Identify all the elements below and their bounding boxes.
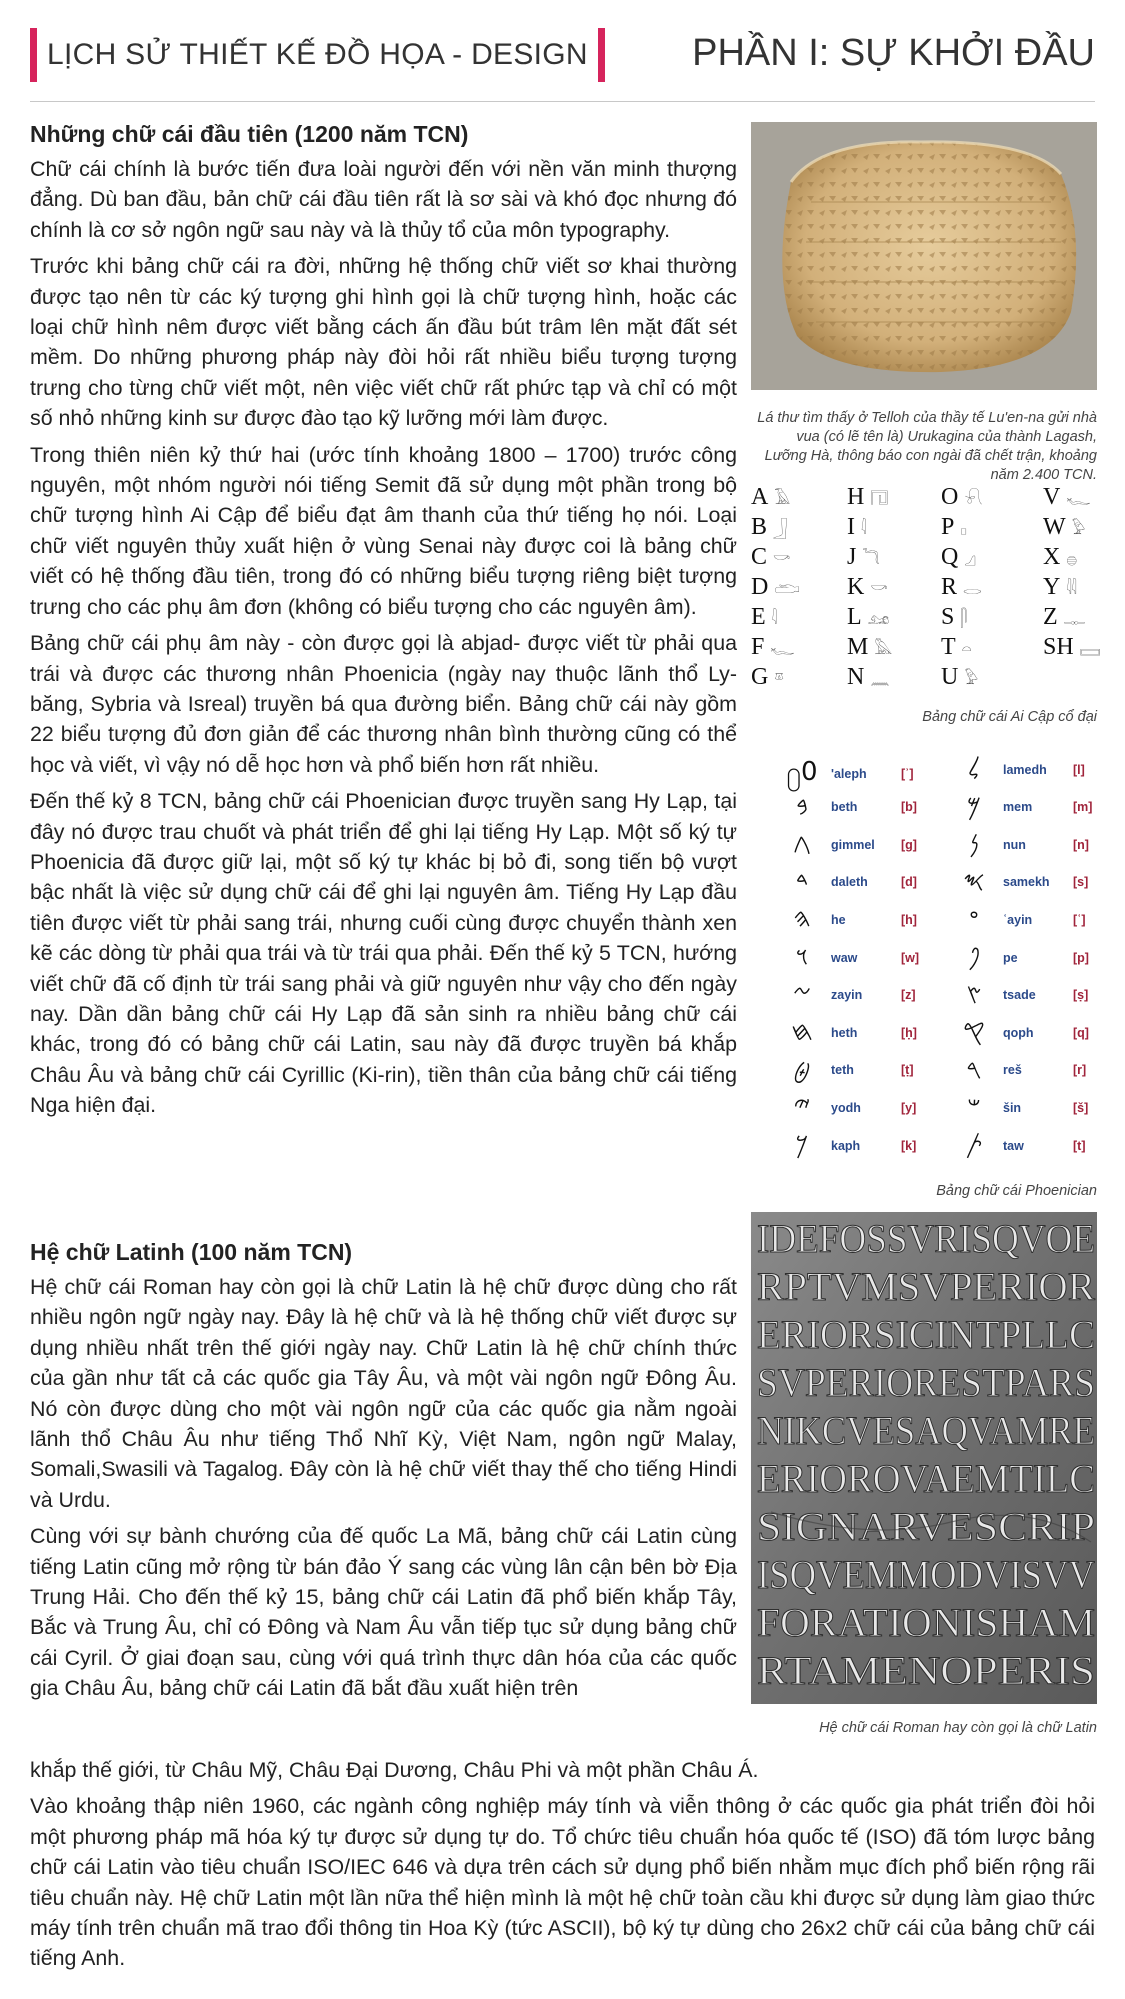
phoenician-letter-name: waw	[831, 950, 858, 965]
hieroglyph-icon: 𓏏	[961, 641, 972, 658]
phoenician-glyph: 𐤈	[793, 1054, 811, 1085]
hieroglyph-icon: 𓈙	[1079, 641, 1101, 658]
egyptian-letter-label: Y	[1043, 574, 1061, 600]
clay-tablet-figure	[751, 122, 1097, 485]
egyptian-letter-label: M	[847, 634, 869, 660]
phoenician-letter-row	[957, 754, 1085, 785]
phoenician-letter-name: mem	[1003, 800, 1033, 815]
phoenician-glyph: ႐0	[786, 757, 818, 787]
phoenician-letter-name: tsade	[1003, 988, 1036, 1003]
hieroglyph-icon: 𓅓	[874, 641, 893, 658]
phoenician-letter-row	[785, 904, 917, 935]
s1-paragraph-5: Đến thế kỷ 8 TCN, bảng chữ cái Phoenician được truyền sang Hy Lạp, tại đây nó được trau chuốt và phát triển để ghi lại tiếng Hy Lạp. Một số ký tự Phoenicia đã được giữ lại, một số ký tự khác bị bỏ đi, song tiến bộ vượt bậc nhất là việc sử dụng chữ cái để ghi lại nguyên âm. Tiếng Hy Lạp đầu tiên được viết từ phải sang trái, nhưng cuối cùng được chuyển thành xen kẽ các dòng từ phải qua trái và từ trái qua phải. Đến thế kỷ 5 TCN, hướng viết chữ đã cố định từ trái sang phải và giữ nguyên như vậy cho đến ngày nay. Dần dần bảng chữ cái Hy Lạp đã sản sinh ra nhiều bảng chữ cái khác, trong đó có bảng chữ cái Latin, sau này đã được truyền bá khắp Châu Âu và bảng chữ cái Cyrillic (Ki-rin), tiền thân của bảng chữ cái tiếng Nga hiện đại.	[30, 789, 737, 1118]
egyptian-letter	[941, 514, 967, 541]
phoenician-letter-row	[957, 1092, 1088, 1123]
egyptian-letter-label: U	[941, 664, 959, 690]
phoenician-letter-name: kaph	[831, 1138, 861, 1153]
section-2-text	[30, 1236, 737, 1704]
egyptian-letter	[941, 604, 967, 631]
egyptian-letter	[751, 574, 800, 601]
hieroglyph-icon: 𓃀	[773, 521, 788, 538]
phoenician-transliteration: [w]	[901, 950, 920, 965]
hieroglyph-icon: 𓎡	[773, 551, 791, 568]
egyptian-letter-label: B	[751, 514, 768, 540]
phoenician-glyph: 𐤃	[795, 866, 809, 897]
egyptian-letter-label: G	[751, 664, 769, 690]
phoenician-letter-name: lamedh	[1003, 762, 1047, 777]
egyptian-letter-label: A	[751, 484, 769, 510]
hieroglyph-icon: 𓂋	[963, 581, 982, 598]
phoenician-glyph: 𐤐	[967, 942, 981, 972]
egyptian-alphabet-caption: Bảng chữ cái Ai Cập cổ đại	[922, 709, 1097, 725]
phoenician-letter-row	[785, 1092, 916, 1123]
inscription-line: RTAMENOPERIS	[757, 1648, 1095, 1693]
phoenician-transliteration: [ṭ]	[901, 1063, 914, 1078]
phoenician-transliteration: [z]	[901, 988, 916, 1003]
egyptian-letter-label: F	[751, 634, 765, 660]
egyptian-letter	[941, 544, 976, 571]
phoenician-letter-row	[957, 904, 1086, 935]
egyptian-letter-label: E	[751, 604, 766, 630]
phoenician-letter-name: samekh	[1003, 875, 1050, 890]
phoenician-transliteration: [ṣ]	[1073, 988, 1089, 1003]
inscription-line: FORATIONISHAM	[757, 1600, 1095, 1645]
egyptian-letter	[847, 514, 866, 541]
phoenician-transliteration: [g]	[901, 837, 917, 852]
part-title: PHẦN I: SỰ KHỞI ĐẦU	[692, 32, 1095, 74]
hieroglyph-icon: 𓎼	[774, 671, 784, 688]
phoenician-glyph: 𐤒	[963, 1017, 985, 1048]
phoenician-glyph: 𐤎	[963, 866, 985, 897]
egyptian-letter	[751, 484, 790, 511]
egyptian-letter	[751, 544, 790, 571]
phoenician-glyph: 𐤇	[791, 1017, 813, 1048]
phoenician-glyph: 𐤅	[795, 942, 809, 972]
egyptian-letter	[1043, 544, 1077, 571]
clay-tablet-caption: Lá thư tìm thấy ở Telloh của thầy tế Lu'en-na gửi nhà vua (có lẽ tên là) Urukagina của thành Lagash, Lưỡng Hà, thông báo con ngài đã chết trận, khoảng năm 2.400 TCN.	[757, 410, 1097, 483]
phoenician-transliteration: [ʿ]	[1073, 912, 1086, 927]
egyptian-letter-label: D	[751, 574, 769, 600]
s1-paragraph-3: Trong thiên niên kỷ thứ hai (ước tính khoảng 1800 – 1700) trước công nguyên, một nhóm người nói tiếng Semit đã sử dụng một phần trong bộ chữ tượng hình Ai Cập để biểu đạt âm thanh của thứ tiếng họ nói. Loại chữ viết nguyên thủy xuất hiện ở vùng Senai này được coi là bảng chữ viết có hệ thống đầu tiên, trong đó có những biểu tượng riêng biệt tượng trưng cho các phụ âm đơn (không có biểu tượng cho các nguyên âm).	[30, 442, 737, 619]
phoenician-letter-name: yodh	[831, 1100, 861, 1115]
inscription-line: RPTVMSVPERIOR	[757, 1264, 1096, 1309]
phoenician-glyph: 𐤉	[793, 1092, 811, 1123]
egyptian-letter-label: Z	[1043, 604, 1058, 630]
phoenician-letter-row	[785, 1055, 914, 1086]
header-divider	[30, 101, 1095, 102]
hieroglyph-icon: 𓎡	[870, 581, 888, 598]
egyptian-letter-label: C	[751, 544, 768, 570]
phoenician-transliteration: [h]	[901, 912, 917, 927]
hieroglyph-icon: 𓂧	[774, 581, 800, 598]
phoenician-letter-row	[785, 942, 919, 973]
clay-tablet-image	[751, 122, 1097, 390]
section-2-heading: Hệ chữ Latinh (100 năm TCN)	[30, 1239, 353, 1265]
section-2-fullwidth-text	[30, 1755, 1095, 1980]
inscription-line: SVPERIORESTPARS	[757, 1360, 1095, 1405]
egyptian-letter-label: P	[941, 514, 955, 540]
phoenician-letter-row	[785, 829, 917, 860]
phoenician-alphabet-figure	[751, 754, 1097, 1201]
egyptian-letter-label: S	[941, 604, 955, 630]
egyptian-letter-label: W	[1043, 514, 1066, 540]
egyptian-letter-label: T	[941, 634, 956, 660]
inscription-line: NIKCVESAQVAMRE	[757, 1408, 1095, 1453]
s1-paragraph-1: Chữ cái chính là bước tiến đưa loài người đến với nền văn minh thượng đẳng. Dù ban đầu, bản chữ cái đầu tiên rất là sơ sài và khó đọc nhưng đó chính là cơ sở ngôn ngữ sau này và là thủy tổ của môn typography.	[30, 157, 737, 242]
phoenician-letter-row	[785, 980, 916, 1011]
egyptian-letter	[751, 604, 777, 631]
phoenician-glyph: 𐤋	[967, 754, 981, 784]
s1-paragraph-2: Trước khi bảng chữ cái ra đời, những hệ thống chữ viết sơ khai thường được tạo nên từ các ký tượng ghi hình gọi là chữ tượng hình, hoặc các loại chữ hình nêm được viết bằng cách ấn đầu bút trâm lên mặt đất sét mềm. Do những phương pháp này đòi hỏi rất nhiều biểu tượng tượng trưng cho từng chữ viết một, nên việc viết chữ rất phức tạp và chỉ có một số nhỏ những kinh sư được đào tạo kỹ lưỡng mới làm được.	[30, 254, 737, 431]
phoenician-letter-row	[957, 1017, 1089, 1048]
egyptian-letter	[941, 574, 982, 601]
hieroglyph-icon: 𓊪	[960, 521, 967, 538]
phoenician-letter-name: 'aleph	[831, 766, 867, 781]
egyptian-letter-label: O	[941, 484, 959, 510]
s2-paragraph-2-continued: khắp thế giới, từ Châu Mỹ, Châu Đại Dương, Châu Phi và một phần Châu Á.	[30, 1758, 759, 1782]
phoenician-letter-row	[785, 792, 917, 823]
hieroglyph-icon: 𓆑	[1066, 491, 1091, 508]
phoenician-alphabet-caption: Bảng chữ cái Phoenician	[936, 1183, 1097, 1199]
phoenician-transliteration: [ʾ]	[901, 766, 914, 781]
hieroglyph-icon: 𓇌	[1066, 581, 1077, 598]
phoenician-glyph: 𐤂	[792, 829, 812, 860]
phoenician-letter-row	[957, 980, 1088, 1011]
phoenician-glyph: 𐤏	[969, 904, 979, 935]
phoenician-transliteration: [p]	[1073, 950, 1089, 965]
section-1-text	[30, 118, 737, 1127]
egyptian-letter	[1043, 634, 1101, 661]
hieroglyph-icon: 𓅱	[964, 671, 979, 688]
phoenician-glyph: 𐤄	[793, 904, 811, 935]
phoenician-glyph: 𐤔	[967, 1092, 981, 1123]
phoenician-transliteration: [r]	[1073, 1063, 1087, 1078]
hieroglyph-icon: 𓃭	[867, 611, 890, 628]
phoenician-letter-name: taw	[1003, 1138, 1024, 1153]
hieroglyph-icon: 𓆓	[862, 551, 880, 568]
egyptian-letter	[847, 544, 879, 571]
hieroglyph-icon: 𓊃	[1063, 611, 1086, 628]
phoenician-glyph: 𐤌	[966, 791, 982, 822]
egyptian-alphabet-figure	[751, 484, 1101, 727]
hieroglyph-icon: 𓈖	[870, 671, 890, 688]
phoenician-letter-row	[957, 867, 1088, 898]
phoenician-letter-row	[957, 829, 1089, 860]
phoenician-letter-name: šin	[1003, 1100, 1022, 1115]
egyptian-letter	[941, 664, 978, 691]
egyptian-letter	[847, 664, 890, 691]
egyptian-letter	[1043, 514, 1085, 541]
phoenician-transliteration: [n]	[1073, 837, 1089, 852]
inscription-line: SIGNARVESCRIP	[757, 1504, 1095, 1549]
egyptian-letter	[847, 484, 888, 511]
series-title-box	[30, 28, 605, 82]
phoenician-letter-row	[785, 867, 917, 898]
roman-inscription-image	[751, 1212, 1097, 1704]
hieroglyph-icon: 𓆑	[770, 641, 795, 658]
roman-inscription-figure	[751, 1212, 1097, 1738]
s2-paragraph-3: Vào khoảng thập niên 1960, các ngành công nghiệp máy tính và viễn thông ở các quốc gia phát triển đòi hỏi một phương pháp mã hóa ký tự được sử dụng tự do. Tổ chức tiêu chuẩn hóa quốc tế (ISO) đã tóm lược bảng chữ cái Latin vào tiêu chuẩn ISO/IEC 646 và dựa trên cách sử dụng phổ biến nhằm mục đích phổ biến rộng rãi tiêu chuẩn này. Hệ chữ Latin một lần nữa thể hiện mình là một hệ chữ toàn cầu khi được sử dụng làm giao thức máy tính trên chuẩn mã trao đổi thông tin Hoa Kỳ (tức ASCII), bộ ký tự dùng cho 26x2 chữ cái của bảng chữ cái tiếng Anh.	[30, 1794, 1095, 1971]
egyptian-letter-label: J	[847, 544, 857, 570]
egyptian-letter	[1043, 574, 1077, 601]
phoenician-letter-row	[785, 1017, 917, 1048]
phoenician-letter-name: reš	[1003, 1063, 1022, 1078]
section-1-heading: Những chữ cái đầu tiên (1200 năm TCN)	[30, 121, 469, 147]
phoenician-transliteration: [l]	[1073, 762, 1085, 777]
phoenician-glyph: 𐤑	[966, 979, 982, 1010]
phoenician-transliteration: [ḥ]	[901, 1025, 917, 1040]
phoenician-letter-name: daleth	[831, 875, 868, 890]
phoenician-letter-name: ʿayin	[1003, 912, 1033, 927]
egyptian-letter-label: V	[1043, 484, 1061, 510]
phoenician-glyph: 𐤓	[966, 1054, 982, 1085]
egyptian-letter-label: N	[847, 664, 865, 690]
phoenician-glyph: 𐤕	[965, 1130, 983, 1160]
egyptian-letter	[751, 634, 794, 661]
phoenician-letter-name: beth	[831, 800, 858, 815]
series-title: LỊCH SỬ THIẾT KẾ ĐỒ HỌA - DESIGN	[47, 38, 588, 71]
s2-paragraph-2: Cùng với sự bành chướng của đế quốc La Mã, bảng chữ cái Latin cùng tiếng Latin cũng mở rộng từ bán đảo Ý sang các vùng lân cận bên bờ Địa Trung Hải. Cho đến thế kỷ 15, bảng chữ cái Latin đã phổ biến khắp Tây, Bắc và Trung Âu, chỉ có Đông và Nam Âu vẫn tiếp tục sử dụng bảng chữ cái Cyril. Ở giai đoạn sau, cùng với quá trình thực dân hóa của các quốc gia Châu Âu, bảng chữ cái Latin đã bắt đầu xuất hiện trên	[30, 1524, 737, 1701]
hieroglyph-icon: 𓍯	[964, 491, 983, 508]
phoenician-letter-name: he	[831, 912, 846, 927]
egyptian-letter	[941, 634, 972, 661]
phoenician-glyph: 𐤁	[795, 791, 809, 822]
egyptian-letter	[847, 634, 892, 661]
egyptian-alphabet-table	[751, 484, 1101, 698]
egyptian-letter	[1043, 604, 1085, 631]
egyptian-letter	[941, 484, 982, 511]
phoenician-transliteration: [b]	[901, 800, 917, 815]
phoenician-glyph: 𐤊	[795, 1130, 809, 1160]
s2-paragraph-1: Hệ chữ cái Roman hay còn gọi là chữ Latin là hệ chữ được dùng cho rất nhiều ngôn ngữ ngày nay. Đây là hệ chữ và là hệ thống chữ viết được sự dụng nhiều nhất trên thế giới ngày nay. Chữ Latin là hệ chữ chính thức của gần như tất cả các quốc gia Tây Âu, và một vài ngôn ngữ Đông Âu. Nó còn được dùng cho một vài ngôn ngữ của các quốc gia nằm ngoài lãnh thổ Châu Âu như tiếng Thổ Nhĩ Kỳ, Việt Nam, ngôn ngữ Malay, Somali,Swasili và Tagalog. Đây còn là hệ chữ viết thay thế cho tiếng Hindi và Urdu.	[30, 1275, 737, 1512]
phoenician-letter-row	[957, 1130, 1086, 1161]
phoenician-letter-row	[957, 942, 1089, 973]
phoenician-letter-row	[785, 754, 914, 793]
hieroglyph-icon: 𓄿	[774, 491, 791, 508]
egyptian-letter-label: X	[1043, 544, 1061, 570]
phoenician-letter-name: qoph	[1003, 1025, 1034, 1040]
egyptian-letter	[847, 604, 889, 631]
roman-inscription-caption: Hệ chữ cái Roman hay còn gọi là chữ Latin	[819, 1720, 1097, 1736]
phoenician-letter-name: zayin	[831, 988, 863, 1003]
phoenician-letter-name: heth	[831, 1025, 858, 1040]
phoenician-glyph: 𐤍	[969, 829, 979, 860]
hieroglyph-icon: 𓅱	[1071, 521, 1086, 538]
phoenician-letter-name: teth	[831, 1063, 854, 1078]
phoenician-transliteration: [y]	[901, 1100, 917, 1115]
hieroglyph-icon: 𓇋	[771, 611, 778, 628]
hieroglyph-icon: 𓐍	[1066, 551, 1078, 568]
egyptian-letter-label: L	[847, 604, 862, 630]
inscription-line: IDEFOSSVRISQVOE	[757, 1216, 1095, 1261]
egyptian-letter-label: I	[847, 514, 855, 540]
egyptian-letter	[751, 664, 784, 691]
phoenician-transliteration: [t]	[1073, 1138, 1086, 1153]
hieroglyph-icon: 𓈎	[964, 551, 976, 568]
egyptian-letter-label: K	[847, 574, 865, 600]
phoenician-transliteration: [d]	[901, 875, 917, 890]
egyptian-letter-label: H	[847, 484, 865, 510]
egyptian-letter-label: SH	[1043, 634, 1074, 660]
phoenician-transliteration: [m]	[1073, 800, 1093, 815]
phoenician-transliteration: [š]	[1073, 1100, 1089, 1115]
egyptian-letter	[847, 574, 888, 601]
phoenician-letter-row	[957, 792, 1092, 823]
inscription-line: ERIOROVAEMTILC	[757, 1456, 1095, 1501]
s1-paragraph-4: Bảng chữ cái phụ âm này - còn được gọi là abjad- được viết từ phải qua trái và được các thương nhân Phoenicia (ngày nay thuộc lãnh thổ Ly-băng, Sybria và Isreal) truyền bá qua đường biển. Bảng chữ cái này gồm 22 biểu tượng đủ đơn giản để các thương nhân bình thường cũng có thể học và viết, vì vậy nó dễ học hơn và phổ biến hơn rất nhiều.	[30, 631, 737, 777]
header	[30, 28, 1095, 84]
hieroglyph-icon: 𓉔	[870, 491, 889, 508]
phoenician-letter-row	[785, 1130, 916, 1161]
egyptian-letter	[751, 514, 787, 541]
phoenician-transliteration: [k]	[901, 1138, 917, 1153]
egyptian-letter-label: R	[941, 574, 958, 600]
egyptian-letter	[1043, 484, 1090, 511]
hieroglyph-icon: 𓇋	[861, 521, 867, 538]
phoenician-letter-name: nun	[1003, 837, 1026, 852]
phoenician-letter-name: pe	[1003, 950, 1018, 965]
phoenician-letter-row	[957, 1055, 1086, 1086]
phoenician-transliteration: [s]	[1073, 875, 1089, 890]
phoenician-alphabet-table	[751, 754, 1097, 1174]
phoenician-transliteration: [q]	[1073, 1025, 1089, 1040]
hieroglyph-icon: 𓋴	[960, 611, 968, 628]
phoenician-glyph: 𐤆	[792, 979, 812, 1010]
egyptian-letter-label: Q	[941, 544, 959, 570]
inscription-line: ISQVEMMODVISVV	[757, 1552, 1096, 1597]
inscription-line: ERIORSICINTPLLC	[757, 1312, 1095, 1357]
phoenician-letter-name: gimmel	[831, 837, 875, 852]
